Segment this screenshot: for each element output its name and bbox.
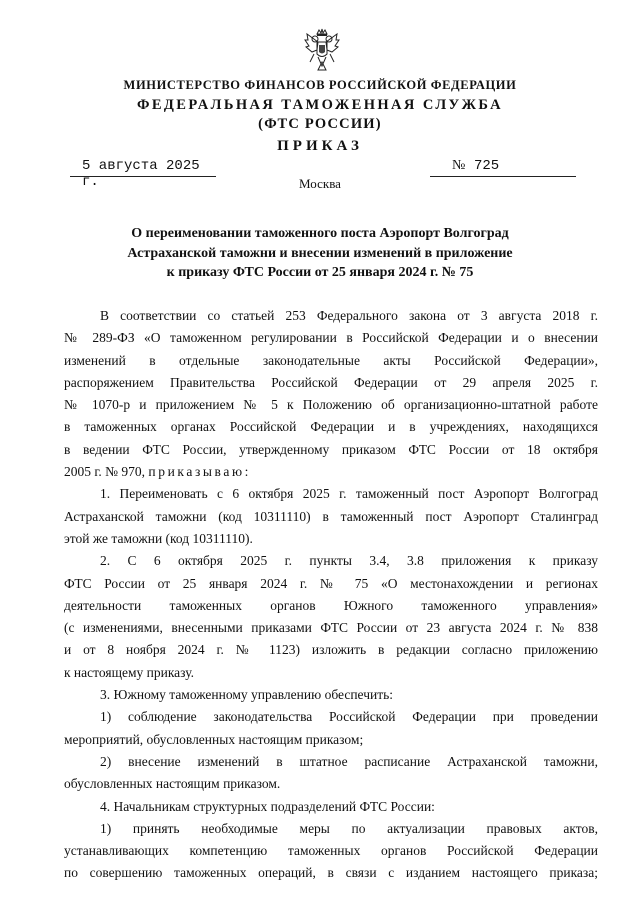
body-line [64, 394, 598, 416]
order-date: 5 августа 2025 г. [82, 158, 200, 190]
body-line [64, 573, 598, 595]
body-line-text: обусловленных настоящим приказом. [64, 776, 281, 792]
body-line [64, 528, 598, 550]
body-line-text: 4. Начальникам структурных подразделений ФТС России: [100, 798, 435, 814]
body-line [64, 506, 598, 528]
body-line [64, 818, 598, 840]
document-type: ПРИКАЗ [277, 138, 363, 154]
order-number: 725 [474, 158, 500, 174]
body-line-text: 2. С 6 октября 2025 г. пункты 3.4, 3.8 приложения к приказу [100, 553, 598, 569]
title-line: О переименовании таможенного поста Аэропорт Волгоград [131, 226, 509, 241]
body-line-text: В соответствии со статьей 253 Федерального закона от 3 августа 2018 г. [100, 308, 598, 323]
body-line-text: деятельности таможенных органов Южного таможенного управления» [64, 597, 598, 613]
order-number-field [430, 158, 576, 177]
document-body [64, 305, 598, 885]
body-line [64, 350, 598, 372]
title-line: Астраханской таможни и внесении изменений в приложение [127, 245, 513, 261]
body-line-text: Астраханской таможни (код 10311110) в таможенный пост Аэропорт Сталинград [64, 508, 598, 524]
body-line [64, 862, 598, 884]
body-line-text: по совершению таможенных операций, в связи с изданием настоящего приказа; [64, 865, 598, 881]
body-line-text: № 1070-р и приложением № 5 к Положению об организационно-штатной работе [64, 397, 598, 413]
body-line-text: ФТС России от 25 января 2024 г. № 75 «О местонахождении и регионах [64, 575, 598, 591]
body-line [64, 840, 598, 862]
russian-coat-of-arms-icon [304, 28, 340, 72]
body-line-text: и от 8 ноября 2024 г. № 1123) изложить в редакции согласно приложению [64, 642, 598, 658]
body-line-text: 1) соблюдение законодательства Российской Федерации при проведении [100, 709, 598, 725]
body-line [64, 483, 598, 505]
body-line [64, 706, 598, 728]
body-line-text: этой же таможни (код 10311110). [64, 530, 253, 546]
body-line [64, 305, 598, 327]
document-title [60, 224, 580, 283]
body-line [64, 684, 598, 706]
body-line [64, 416, 598, 438]
body-line-text: (с изменениями, внесенными приказами ФТС России от 23 августа 2024 г. № 838 [64, 620, 598, 636]
body-line-text: к настоящему приказу. [64, 664, 194, 680]
body-line-text: 2) внесение изменений в штатное расписание Астраханской таможни, [100, 753, 598, 769]
number-sign: № [452, 158, 466, 173]
body-line-text: 3. Южному таможенному управлению обеспечить: [100, 687, 394, 703]
body-line-text: № 289-ФЗ «О таможенном регулировании в Российской Федерации и о внесении [64, 330, 598, 346]
body-line [64, 662, 598, 684]
body-line [64, 796, 598, 818]
body-line [64, 751, 598, 773]
body-line [64, 550, 598, 572]
body-line-text: изменений в отдельные законодательные акты Российской Федерации», [64, 352, 598, 368]
body-line-text: распоряжением Правительства Российской Федерации от 29 апреля 2025 г. [64, 374, 598, 390]
body-line [64, 773, 598, 795]
title-line: к приказу ФТС России от 25 января 2024 г. № 75 [166, 265, 474, 280]
body-line-text: 1. Переименовать с 6 октября 2025 г. таможенный пост Аэропорт Волгоград [100, 486, 598, 502]
body-line [64, 639, 598, 661]
body-line [64, 372, 598, 394]
order-directive-word: приказываю: [148, 464, 251, 480]
body-line-text: устанавливающих компетенцию таможенных органов Российской Федерации [64, 843, 598, 859]
body-line-text: 2005 г. № 970, [64, 464, 146, 480]
body-line-text: 1) принять необходимые меры по актуализации правовых актов, [100, 820, 598, 836]
order-date-field [70, 158, 216, 190]
body-line [64, 595, 598, 617]
service-abbreviation: (ФТС РОССИИ) [258, 116, 382, 132]
body-line [64, 461, 598, 483]
body-line [64, 439, 598, 461]
body-line-text: в таможенных органах Российской Федерации и в учреждениях, находящихся [64, 419, 598, 435]
body-line [64, 327, 598, 349]
body-line-text: в ведении ФТС России, утвержденному приказом ФТС России от 18 октября [64, 441, 598, 457]
issue-city: Москва [299, 176, 341, 191]
body-line [64, 729, 598, 751]
ministry-name: МИНИСТЕРСТВО ФИНАНСОВ РОССИЙСКОЙ ФЕДЕРАЦИИ [123, 78, 517, 92]
body-line [64, 617, 598, 639]
body-line-text: мероприятий, обусловленных настоящим приказом; [64, 731, 364, 747]
service-name: ФЕДЕРАЛЬНАЯ ТАМОЖЕННАЯ СЛУЖБА [136, 97, 503, 113]
